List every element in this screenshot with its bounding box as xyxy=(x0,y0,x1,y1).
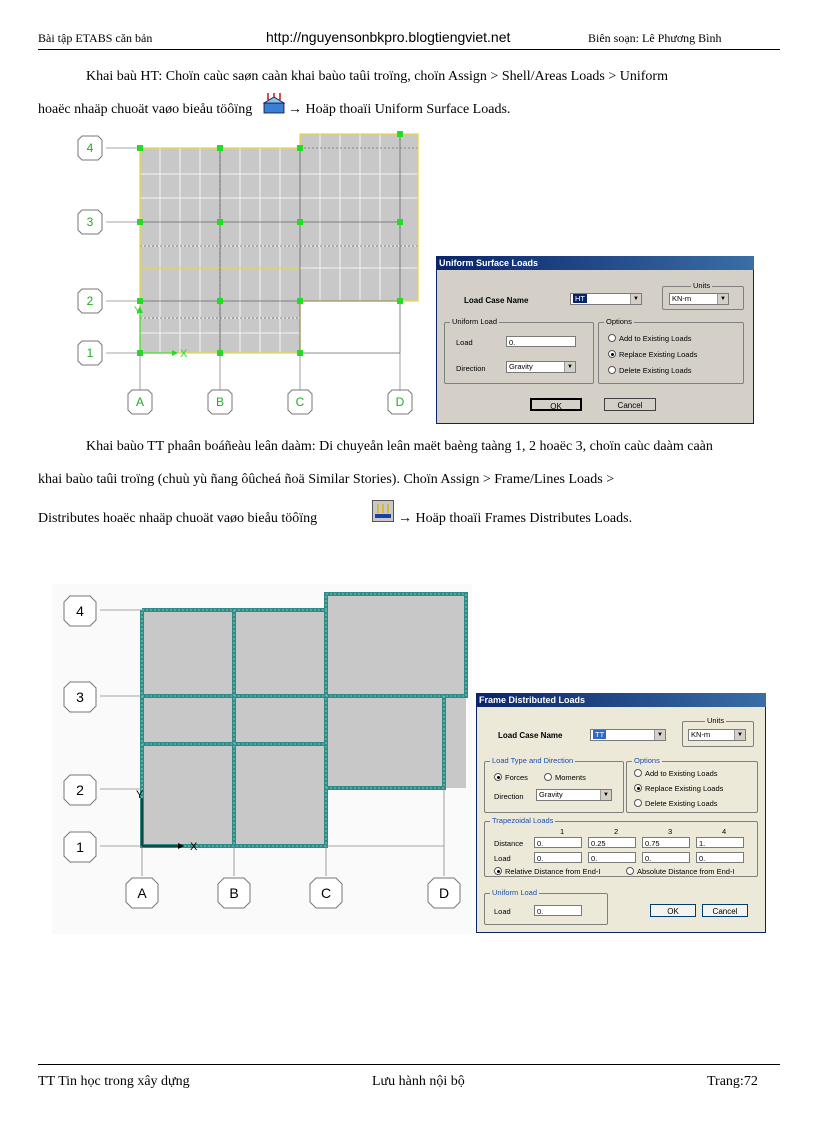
distance-input[interactable]: 0.75 xyxy=(642,837,690,848)
grid-col-label: A xyxy=(137,885,147,901)
y-axis-label: Y xyxy=(134,305,142,317)
footer-rule xyxy=(38,1064,780,1065)
ok-button[interactable]: OK xyxy=(650,904,696,917)
para1-line2b: → Hoäp thoaïi Uniform Surface Loads. xyxy=(288,102,511,117)
grid-col-label: C xyxy=(320,885,332,901)
direction-select[interactable]: Gravity ▼ xyxy=(506,361,576,373)
grid-row-label: 3 xyxy=(76,689,84,705)
load-label: Load xyxy=(494,854,511,863)
units-group: Units xyxy=(662,286,744,310)
load-input[interactable]: 0. xyxy=(588,852,636,863)
distance-input[interactable]: 0.25 xyxy=(588,837,636,848)
dialog-title: Uniform Surface Loads xyxy=(436,256,754,270)
grid-col-label: A xyxy=(135,395,145,409)
frame-load-icon xyxy=(372,500,394,522)
uniform-surface-loads-dialog xyxy=(436,256,754,424)
load-case-label: Load Case Name xyxy=(498,731,563,740)
y-axis-label: Y xyxy=(136,789,144,801)
header-url[interactable]: http://nguyensonbkpro.blogtiengviet.net xyxy=(266,29,511,45)
radio-delete-existing[interactable]: Delete Existing Loads xyxy=(634,799,718,808)
radio-add-existing[interactable]: Add to Existing Loads xyxy=(608,334,692,343)
units-select[interactable]: KN-m ▼ xyxy=(688,729,746,741)
ok-button[interactable]: OK xyxy=(530,398,582,411)
chevron-down-icon: ▼ xyxy=(734,730,745,740)
direction-select[interactable]: Gravity ▼ xyxy=(536,789,612,801)
radio-replace-existing[interactable]: Replace Existing Loads xyxy=(608,350,697,359)
floor-plan-1 xyxy=(62,128,422,428)
uniform-load-group: Uniform Load xyxy=(484,893,608,925)
grid-row-label: 3 xyxy=(86,215,94,229)
grid-col-label: C xyxy=(295,395,305,409)
col-header: 1 xyxy=(560,827,565,836)
chevron-down-icon: ▼ xyxy=(630,294,641,304)
radio-replace-existing[interactable]: Replace Existing Loads xyxy=(634,784,723,793)
grid-row-label: 4 xyxy=(86,141,94,155)
col-header: 4 xyxy=(722,827,727,836)
x-axis-label: X xyxy=(190,841,198,853)
grid-row-label: 4 xyxy=(76,603,84,619)
para2-line3a: Distributes hoaëc nhaäp chuoät vaøo bieåu töôïng xyxy=(38,511,318,526)
grid-row-label: 1 xyxy=(76,839,84,855)
cancel-button[interactable]: Cancel xyxy=(604,398,656,411)
radio-absolute-distance[interactable]: Absolute Distance from End-I xyxy=(626,867,735,876)
chevron-down-icon: ▼ xyxy=(564,362,575,372)
cancel-button[interactable]: Cancel xyxy=(702,904,748,917)
radio-delete-existing[interactable]: Delete Existing Loads xyxy=(608,366,692,375)
grid-col-label: D xyxy=(395,395,405,409)
chevron-down-icon: ▼ xyxy=(654,730,665,740)
header-rule xyxy=(38,49,780,50)
radio-relative-distance[interactable]: Relative Distance from End-I xyxy=(494,867,600,876)
grid-row-label: 2 xyxy=(86,294,94,308)
grid-col-label: B xyxy=(229,885,239,901)
load-input[interactable]: 0. xyxy=(696,852,744,863)
floor-plan-2 xyxy=(52,584,472,934)
para2-line3b: → Hoäp thoaïi Frames Distributes Loads. xyxy=(398,511,633,526)
col-header: 2 xyxy=(614,827,619,836)
uniform-load-group: Uniform Load xyxy=(444,322,594,384)
para1-line1: Khai baù HT: Choïn caùc saøn caàn khai baùo taûi troïng, choïn Assign > Shell/Areas Loads > Uniform xyxy=(86,69,668,84)
footer-left: TT Tin học trong xây dựng xyxy=(38,1074,190,1089)
units-group: Units xyxy=(682,721,754,747)
grid-row-label: 1 xyxy=(86,346,94,360)
uniform-load-input[interactable]: 0. xyxy=(534,905,582,916)
para1-line2a: hoaëc nhaäp chuoät vaøo bieåu töôïng xyxy=(38,102,253,117)
direction-label: Direction xyxy=(456,364,486,373)
options-group: Options xyxy=(626,761,758,813)
load-input[interactable]: 0. xyxy=(534,852,582,863)
col-header: 3 xyxy=(668,827,673,836)
distance-input[interactable]: 1. xyxy=(696,837,744,848)
load-input[interactable]: 0. xyxy=(642,852,690,863)
load-case-select[interactable]: HT ▼ xyxy=(570,293,642,305)
header-right: Biên soạn: Lê Phương Bình xyxy=(588,31,722,45)
trapezoidal-group: Trapezoidal Loads xyxy=(484,821,758,877)
distance-input[interactable]: 0. xyxy=(534,837,582,848)
shell-load-icon xyxy=(262,93,286,115)
uniform-load-label: Load xyxy=(494,907,511,916)
para2-line2: khai baùo taûi troïng (chuù yù ñang ôûcheá ñoä Similar Stories). Choïn Assign > Frame/Lines Loads > xyxy=(38,472,615,487)
units-select[interactable]: KN-m ▼ xyxy=(669,293,729,305)
options-group: Options xyxy=(598,322,744,384)
load-case-label: Load Case Name xyxy=(464,296,529,305)
load-case-select[interactable]: TT ▼ xyxy=(590,729,666,741)
distance-label: Distance xyxy=(494,839,524,848)
x-axis-label: X xyxy=(180,348,188,360)
chevron-down-icon: ▼ xyxy=(717,294,728,304)
radio-moments[interactable]: Moments xyxy=(544,773,586,782)
frame-distributed-loads-dialog xyxy=(476,693,766,933)
radio-add-existing[interactable]: Add to Existing Loads xyxy=(634,769,718,778)
para2-line1: Khai baùo TT phaân boáñeàu leân daàm: Di chuyeån leân maët baèng taàng 1, 2 hoaëc 3, choïn caùc daàm caàn xyxy=(86,439,713,454)
load-label: Load xyxy=(456,338,473,347)
header-left: Bài tập ETABS căn bản xyxy=(38,31,153,45)
page-number: Trang:72 xyxy=(707,1074,758,1089)
grid-col-label: D xyxy=(438,885,450,901)
load-input[interactable]: 0. xyxy=(506,336,576,347)
dialog-title: Frame Distributed Loads xyxy=(476,693,766,707)
direction-label: Direction xyxy=(494,792,524,801)
footer-center: Lưu hành nội bộ xyxy=(372,1074,465,1089)
grid-row-label: 2 xyxy=(76,782,84,798)
radio-forces[interactable]: Forces xyxy=(494,773,528,782)
chevron-down-icon: ▼ xyxy=(600,790,611,800)
load-type-group: Load Type and Direction xyxy=(484,761,624,813)
grid-col-label: B xyxy=(215,395,225,409)
